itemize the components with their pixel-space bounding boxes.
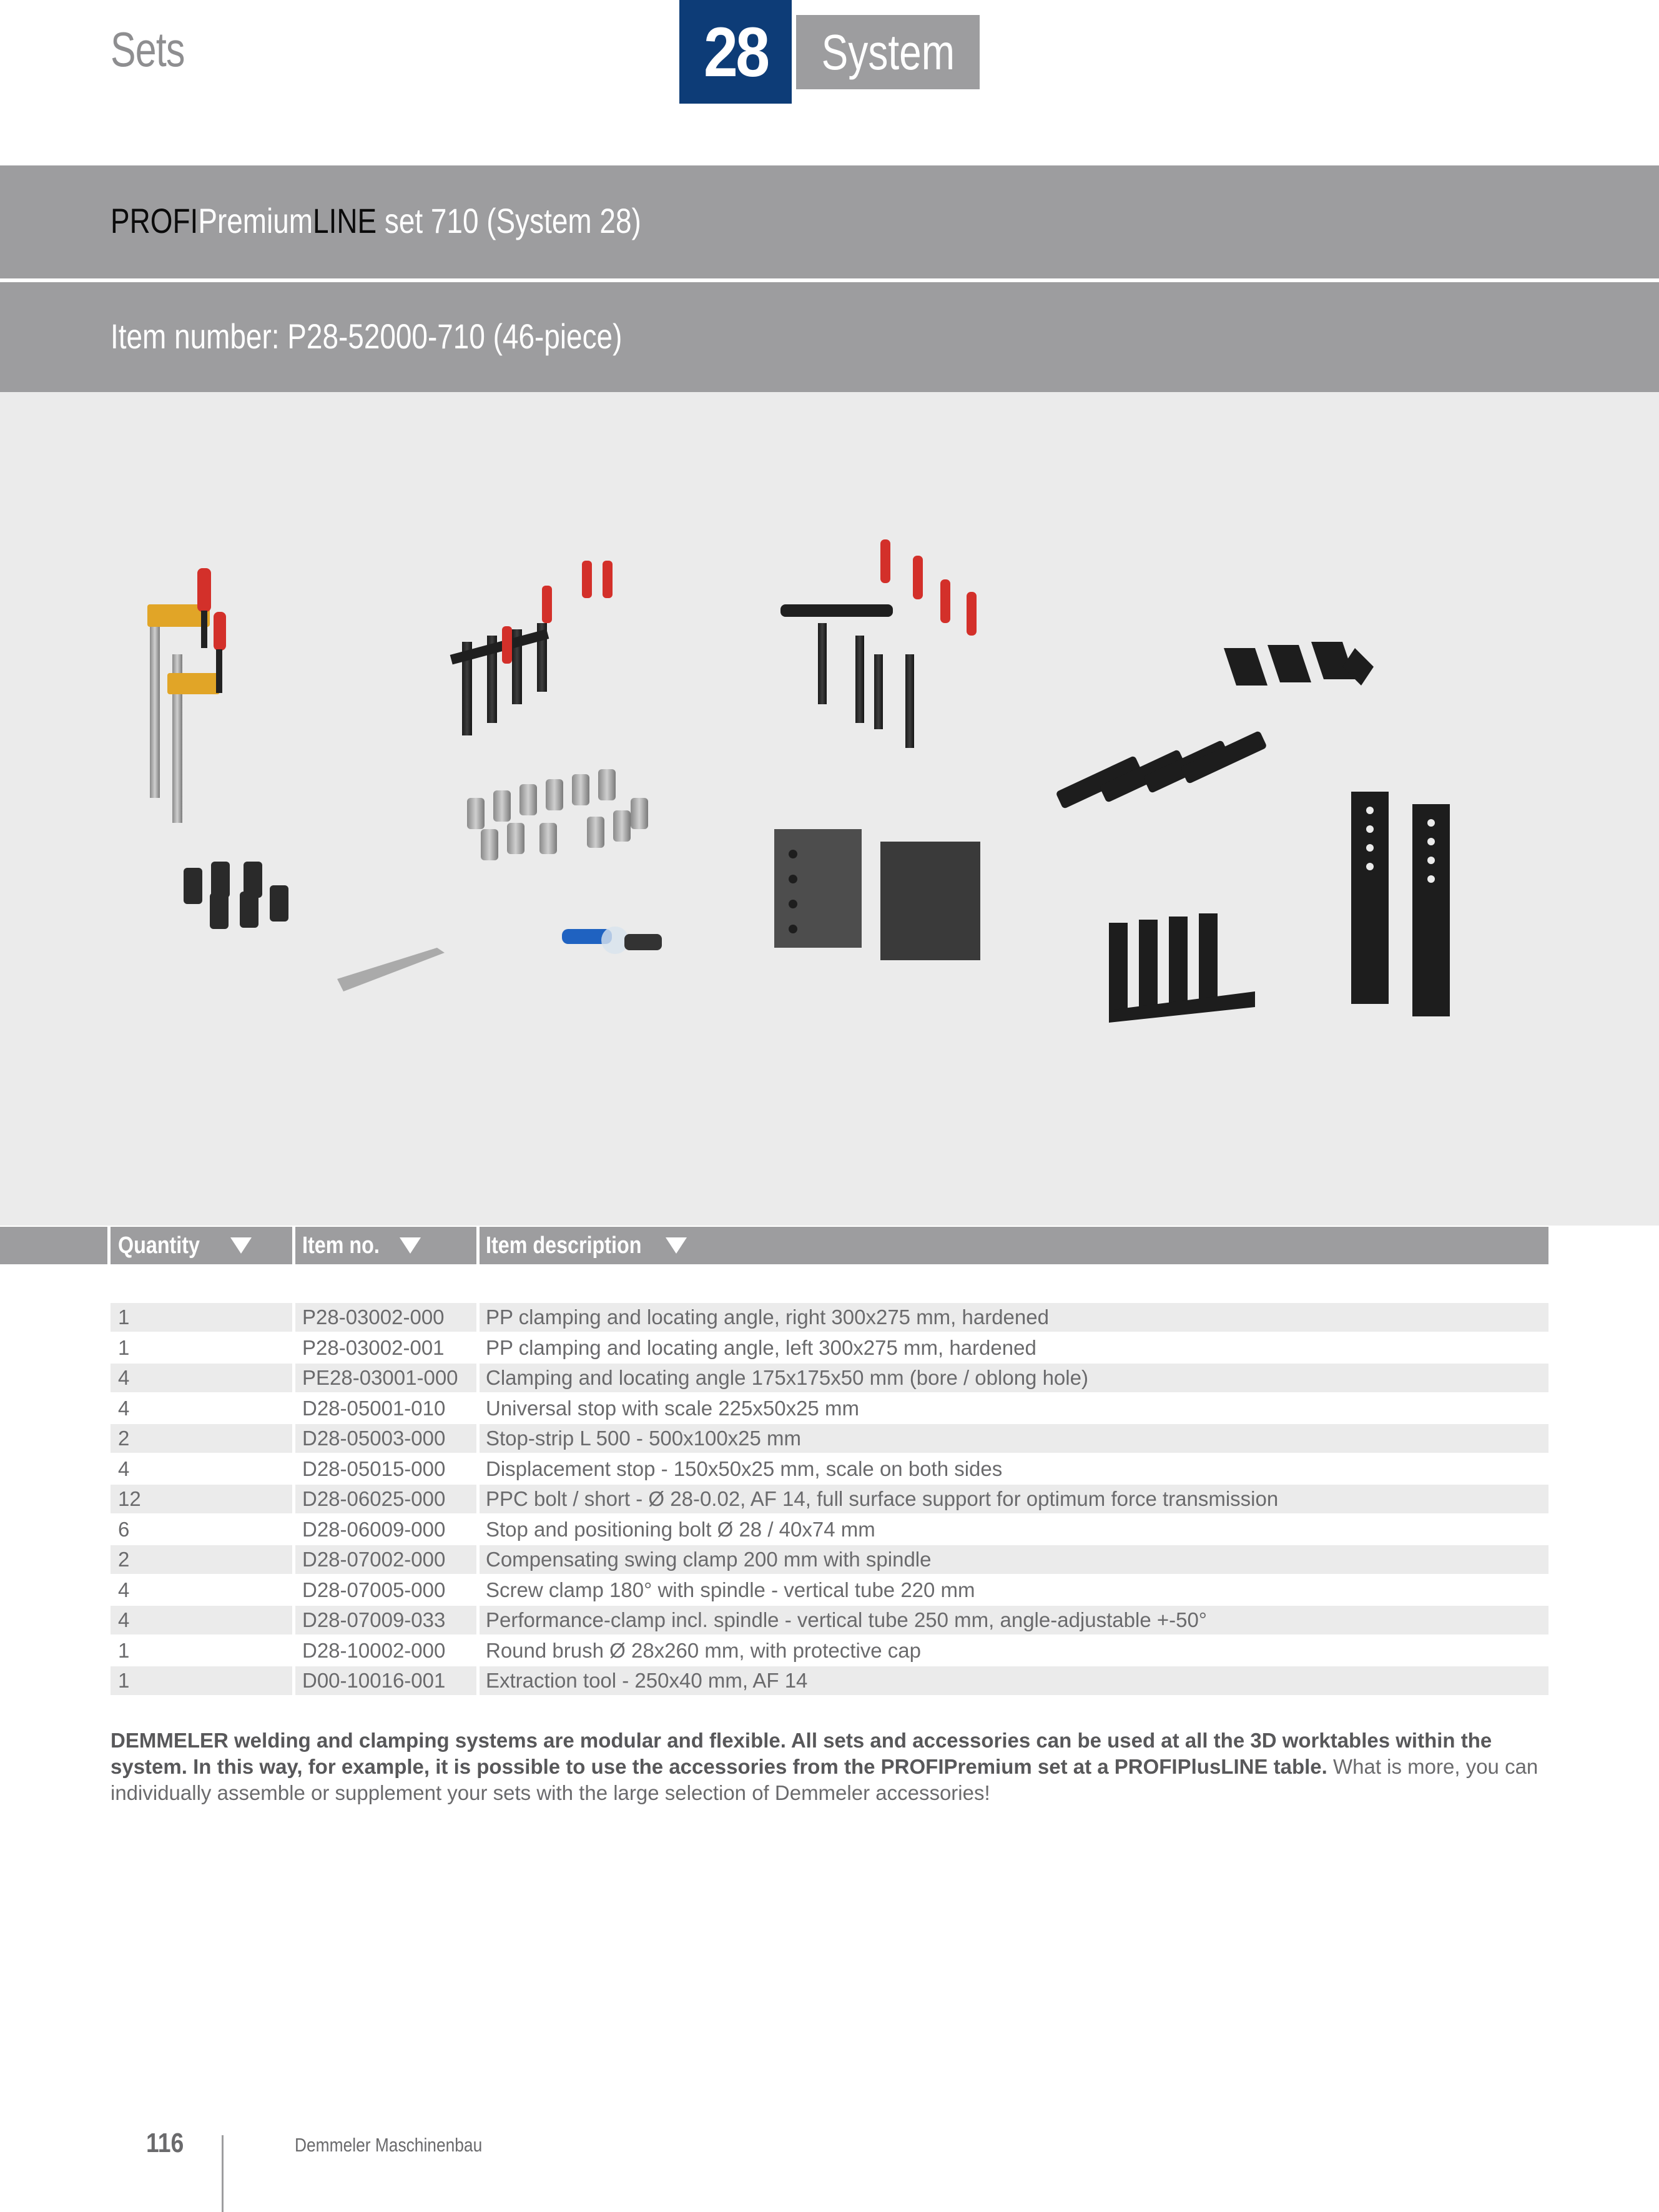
small-angles: [1109, 913, 1255, 1023]
sort-arrow-icon: [666, 1237, 687, 1254]
row-quantity: 4: [118, 1457, 130, 1480]
row-quantity: 4: [118, 1578, 130, 1601]
product-photo-illustration: [0, 392, 1659, 1226]
row-description: Stop-strip L 500 - 500x100x25 mm: [486, 1427, 802, 1450]
table-row: [111, 1545, 1548, 1574]
title-rest: set 710 (System 28): [377, 201, 641, 240]
row-item-no: PE28-03001-000: [302, 1366, 458, 1389]
row-item-no: D28-10002-000: [302, 1639, 446, 1662]
product-title-band: [0, 165, 1659, 278]
table-row: [111, 1303, 1548, 1332]
table-row: [111, 1666, 1548, 1695]
table-row: [111, 1485, 1548, 1513]
clamping-angles: [774, 829, 980, 960]
row-item-no: D28-06025-000: [302, 1487, 446, 1510]
row-quantity: 1: [118, 1336, 130, 1359]
company-name: Demmeler Maschinenbau: [295, 2134, 483, 2156]
row-quantity: 4: [118, 1397, 130, 1420]
column-description-label: Item description: [486, 1232, 642, 1259]
row-item-no: D28-07009-033: [302, 1608, 446, 1631]
row-description: PPC bolt / short - Ø 28-0.02, AF 14, full surface support for optimum force transmission: [486, 1487, 1279, 1510]
item-number-band: [0, 282, 1659, 392]
modularity-note: [111, 1728, 1547, 1806]
table-header: [0, 1227, 1548, 1264]
column-quantity-label: Quantity: [118, 1232, 200, 1259]
page-number: 116: [146, 2128, 184, 2158]
sort-arrow-icon: [400, 1237, 421, 1254]
column-item-no-label: Item no.: [302, 1232, 380, 1259]
table-row: [111, 1636, 1548, 1665]
row-item-no: P28-03002-000: [302, 1305, 445, 1329]
table-row: [111, 1394, 1548, 1423]
row-description: Screw clamp 180° with spindle - vertical tube 220 mm: [486, 1578, 975, 1601]
screw-clamp-group: [450, 561, 613, 735]
system-number-badge: [679, 0, 792, 104]
row-description: Compensating swing clamp 200 mm with spindle: [486, 1548, 932, 1571]
note-normal: What is more, you can individually assemble or supplement your sets with the large selection of Demmeler accessories!: [111, 1755, 1538, 1804]
row-item-no: P28-03002-001: [302, 1336, 445, 1359]
note-bold: DEMMELER welding and clamping systems are modular and flexible. All sets and accessories can be used at all the 3D worktables within the system. In this way, for example, it is possible to use the accessories from the PROFIPremium set at a PROFIPlusLINE table.: [111, 1729, 1492, 1778]
system-number: 28: [703, 12, 768, 91]
row-quantity: 12: [118, 1487, 141, 1510]
table-row: [111, 1455, 1548, 1483]
row-quantity: 1: [118, 1639, 130, 1662]
row-description: Clamping and locating angle 175x175x50 mm (bore / oblong hole): [486, 1366, 1088, 1389]
table-row: [111, 1334, 1548, 1362]
performance-clamp-group: [780, 539, 977, 748]
displacement-stops: [1224, 642, 1374, 686]
row-item-no: D28-05001-010: [302, 1397, 446, 1420]
table-row: [111, 1576, 1548, 1605]
row-description: Universal stop with scale 225x50x25 mm: [486, 1397, 859, 1420]
column-item-description[interactable]: [478, 1227, 1548, 1264]
row-item-no: D28-05015-000: [302, 1457, 446, 1480]
table-row: [111, 1606, 1548, 1634]
row-item-no: D28-05003-000: [302, 1427, 446, 1450]
row-item-no: D28-07002-000: [302, 1548, 446, 1571]
row-description: Extraction tool - 250x40 mm, AF 14: [486, 1669, 808, 1692]
row-description: Performance-clamp incl. spindle - vertical tube 250 mm, angle-adjustable +-50°: [486, 1608, 1207, 1631]
table-row: [111, 1424, 1548, 1453]
row-item-no: D28-07005-000: [302, 1578, 446, 1601]
row-description: PP clamping and locating angle, right 300x275 mm, hardened: [486, 1305, 1049, 1329]
extraction-tool: [337, 948, 445, 991]
swing-clamp-group: [147, 568, 226, 823]
positioning-bolts: [184, 862, 288, 929]
row-description: Displacement stop - 150x50x25 mm, scale on both sides: [486, 1457, 1003, 1480]
table-row: [111, 1364, 1548, 1392]
row-quantity: 6: [118, 1518, 130, 1541]
row-description: PP clamping and locating angle, left 300x275 mm, hardened: [486, 1336, 1036, 1359]
system-label: System: [821, 24, 955, 80]
column-item-no[interactable]: [295, 1227, 476, 1264]
stop-strips: [1351, 792, 1450, 1016]
column-divider: [107, 1227, 111, 1264]
row-quantity: 2: [118, 1548, 130, 1571]
product-title: [111, 200, 641, 241]
system-label-box: [796, 15, 980, 89]
title-profi: PROFI: [111, 201, 199, 240]
row-quantity: 2: [118, 1427, 130, 1450]
row-item-no: D00-10016-001: [302, 1669, 446, 1692]
section-title: Sets: [111, 22, 185, 77]
sort-arrow-icon: [230, 1237, 252, 1254]
row-quantity: 1: [118, 1305, 130, 1329]
row-item-no: D28-06009-000: [302, 1518, 446, 1541]
row-quantity: 4: [118, 1366, 130, 1389]
footer-divider: [222, 2135, 224, 2212]
universal-stops: [1055, 730, 1268, 809]
round-brush: [562, 927, 662, 954]
row-quantity: 4: [118, 1608, 130, 1631]
item-number: Item number: P28-52000-710 (46-piece): [111, 317, 623, 356]
column-quantity[interactable]: [111, 1227, 292, 1264]
table-row: [111, 1515, 1548, 1544]
product-photo: [0, 392, 1659, 1226]
row-quantity: 1: [118, 1669, 130, 1692]
ppc-bolts: [467, 769, 648, 860]
title-line: LINE: [313, 201, 377, 240]
row-description: Stop and positioning bolt Ø 28 / 40x74 mm: [486, 1518, 875, 1541]
title-premium: Premium: [198, 201, 313, 240]
row-description: Round brush Ø 28x260 mm, with protective cap: [486, 1639, 922, 1662]
